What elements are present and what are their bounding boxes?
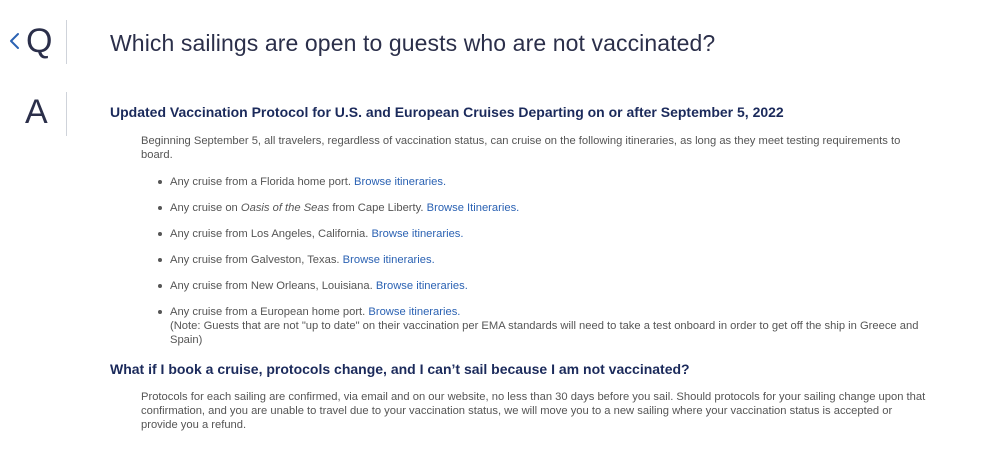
browse-itineraries-link[interactable]: Browse itineraries. — [368, 306, 461, 318]
itinerary-list-item — [158, 305, 938, 347]
itinerary-text-after: from Cape Liberty. — [332, 202, 424, 214]
itinerary-list-item — [158, 175, 938, 189]
answer-label: A — [25, 93, 48, 131]
browse-itineraries-link[interactable]: Browse itineraries. — [342, 254, 435, 266]
browse-itineraries-link[interactable]: Browse itineraries. — [371, 228, 464, 240]
protocol-heading: Updated Vaccination Protocol for U.S. and European Cruises Departing on or after September 5, 2022 — [110, 104, 784, 120]
browse-itineraries-link[interactable]: Browse Itineraries. — [426, 202, 520, 214]
question-label: Q — [26, 22, 53, 60]
itinerary-list-item — [158, 253, 938, 267]
question-text: Which sailings are open to guests who are not vaccinated? — [110, 30, 716, 56]
ship-name: Oasis of the Seas — [240, 202, 330, 214]
answer-divider — [66, 92, 67, 136]
itinerary-text: Any cruise from Los Angeles, California. — [170, 228, 369, 240]
chevron-left-icon[interactable] — [8, 31, 22, 51]
itinerary-list-item — [158, 201, 938, 215]
itinerary-text: Any cruise from a Florida home port. — [170, 176, 351, 188]
browse-itineraries-link[interactable]: Browse itineraries. — [354, 176, 447, 188]
itinerary-list-item — [158, 227, 938, 241]
question-divider — [66, 20, 67, 64]
itinerary-text: Any cruise from a European home port. — [170, 306, 366, 318]
itinerary-text: Any cruise from Galveston, Texas. — [170, 254, 340, 266]
faq-subheading: What if I book a cruise, protocols change, and I can’t sail because I am not vaccinated? — [110, 361, 690, 377]
itinerary-list-item — [158, 279, 938, 293]
faq-subtext: Protocols for each sailing are confirmed, via email and on our website, no less than 30 days before you sail. Should protocols for your sailing change upon that confirmation, and you are unable to travel due to your vaccination status, we will move you to a new sailing where your vaccination status is accepted or provide you a refund. — [141, 391, 926, 431]
browse-itineraries-link[interactable]: Browse itineraries. — [375, 280, 468, 292]
itinerary-note: (Note: Guests that are not "up to date" on their vaccination per EMA standards will need to take a test onboard in order to get off the ship in Greece and Spain) — [170, 320, 919, 346]
itinerary-text: Any cruise on — [170, 202, 238, 214]
itinerary-text: Any cruise from New Orleans, Louisiana. — [170, 280, 373, 292]
protocol-intro: Beginning September 5, all travelers, regardless of vaccination status, can cruise on the following itineraries, as long as they meet testing requirements to board. — [141, 135, 901, 161]
itinerary-list — [158, 175, 938, 359]
